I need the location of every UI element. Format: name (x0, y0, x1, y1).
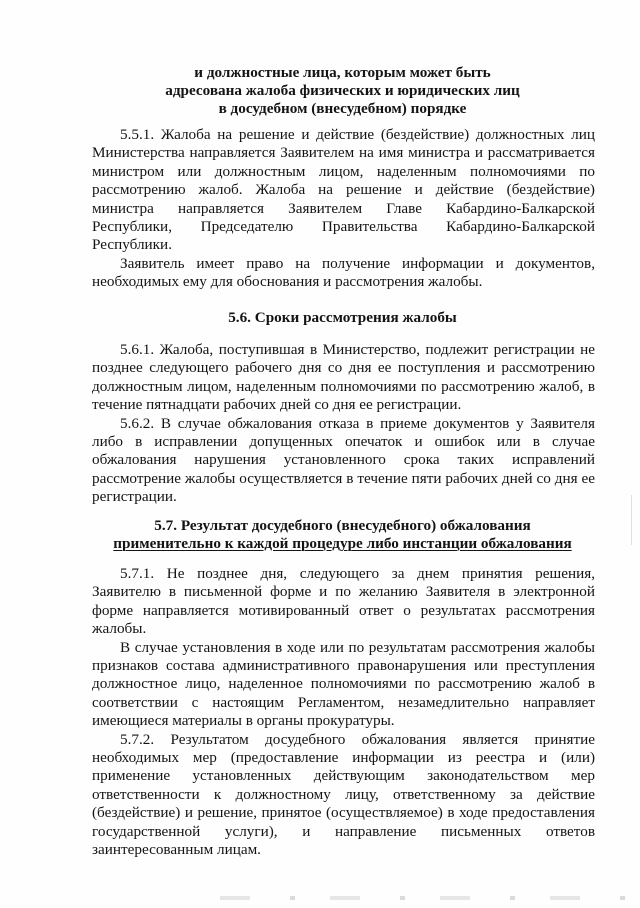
paragraph-5-7-1: 5.7.1. Не позднее дня, следующего за днем принятия решения, Заявителю в письменной форме и по желанию Заявителя в электронной форме направляется мотивированный ответ о результатах рассмотрения жалобы. (92, 565, 595, 638)
heading-line: 5.7. Результат досудебного (внесудебного) обжалования (154, 517, 531, 534)
heading-line: адресована жалоба физических и юридических лиц (165, 82, 520, 99)
section-5-7-body (92, 565, 595, 860)
scan-artifact (220, 896, 640, 900)
heading-line: в досудебном (внесудебном) порядке (218, 100, 467, 117)
heading-line: 5.6. Сроки рассмотрения жалобы (228, 309, 457, 326)
paragraph-5-6-1: 5.6.1. Жалоба, поступившая в Министерство, подлежит регистрации не позднее следующего рабочего дня со дня ее поступления и рассмотрению должностным лицом, наделенным полномочиями по рассмотрению жалоб, в течение пятнадцати рабочих дней со дня ее регистрации. (92, 341, 595, 414)
paragraph-5-5-1-right: Заявитель имеет право на получение информации и документов, необходимых ему для обоснования и рассмотрения жалобы. (92, 254, 595, 291)
paragraph-5-7-1-cont: В случае установления в ходе или по результатам рассмотрения жалобы признаков состава административного правонарушения или преступления должностное лицо, наделенное полномочиями по рассмотрению жалоб в соответствии с настоящим Регламентом, незамедлительно направляет имеющиеся материалы в органы прокуратуры. (92, 638, 595, 730)
section-5-6-body (92, 341, 595, 507)
heading-line: применительно к каждой процедуре либо инстанции обжалования (113, 535, 572, 552)
paragraph-5-5-1: 5.5.1. Жалоба на решение и действие (бездействие) должностных лиц Министерства направляется Заявителем на имя министра и рассматривается министром или должностным лицом, наделенным полномочиями по рассмотрению жалоб. Жалоба на решение и действие (бездействие) министра направляется Заявителем Главе Кабардино-Балкарской Республики, Председателю Правительства Кабардино-Балкарской Республики. (92, 126, 595, 254)
section-5-5-body (92, 126, 595, 292)
heading-line: и должностные лица, которым может быть (194, 64, 491, 81)
paragraph-5-6-2: 5.6.2. В случае обжалования отказа в приеме документов у Заявителя либо в исправлении допущенных опечаток и ошибок или в случае обжалования нарушения установленного срока таких исправлений рассмотрение жалобы осуществляется в течение пяти рабочих дней со дня ее регистрации. (92, 414, 595, 506)
scan-edge-mark (631, 495, 632, 545)
section-heading-5-6 (90, 309, 595, 327)
section-heading-5-5 (90, 64, 595, 118)
section-heading-5-7 (90, 517, 595, 553)
paragraph-5-7-2: 5.7.2. Результатом досудебного обжалования является принятие необходимых мер (предоставление информации из реестра и (или) применение установленных действующим законодательством мер ответственности к должностному лицу, ответственному за действие (бездействие) и решение, принятое (осуществляемое) в ходе предоставления государственной услуги), и направление письменных ответов заинтересованным лицам. (92, 730, 595, 859)
